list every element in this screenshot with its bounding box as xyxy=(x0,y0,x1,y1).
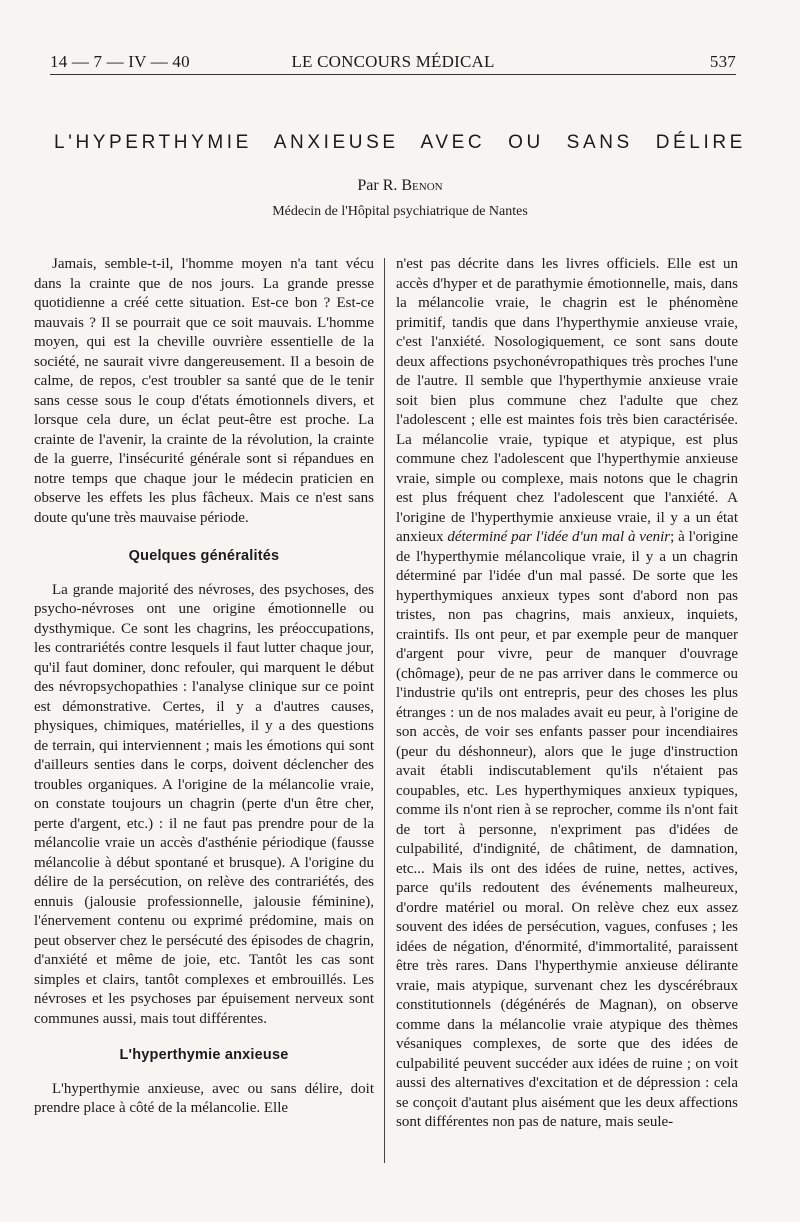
byline-prefix: Par xyxy=(357,177,379,194)
author-name: R. Benon xyxy=(382,177,443,194)
right-column xyxy=(396,255,738,1205)
issue-date: 14 — 7 — IV — 40 xyxy=(50,52,190,71)
author-affiliation: Médecin de l'Hôpital psychiatrique de Nantes xyxy=(272,204,528,219)
byline xyxy=(0,177,800,195)
running-head xyxy=(50,52,736,75)
body-paragraph: La grande majorité des névroses, des psychoses, des psycho-névroses ont une origine émotionnelle ou dysthymique. Ce sont les chagrins, les préoccupations, les contrariétés contre lesquels il faut lutter chaque jour, qu'il faut dominer, donc refouler, qui marquent le début des névropsychopathies : l'analyse clinique sur ce point est démonstrative. Certes, il y a d'autres causes, physiques, chimiques, matérielles, il y a des questions de terrain, qui interviennent ; mais les émotions qui sont d'ailleurs senties dans le corps, doivent déclencher des troubles organiques. A l'origine de la mélancolie vraie, on constate toujours un chagrin (perte d'un être cher, perte d'argent, etc.) : il ne faut pas prendre pour de la mélancolie vraie un accès d'asthénie périodique (fausse mélancolie à début spontané et brusque). A l'origine du délire de la persécution, on relève des contrariétés, des ennuis (jalousie professionnelle, jalousie féminine), l'énervement contenu ou exprimé prédomine, mais on peut observer chez le persécuté des épisodes de chagrin, d'anxiété et même de joie, etc. Tantôt les cas sont simples et clairs, tantôt complexes et embrouillés. Les névroses et les psychoses par épuisement nerveux sont communes aussi, mais tout différentes. xyxy=(34,581,374,1027)
text-run: ; à l'origine de l'hyperthymie mélancolique vraie, il y a un chagrin déterminé par l'idée d'un mal passé. De sorte que les hyperthymiques anxieux types sont d'abord non pas tristes, non pas chagrins, mais anxieux, inquiets, craintifs. Ils ont peur, et par exemple peur de manquer d'argent pour vivre, peur de manquer d'ouvrage (chômage), peur de ne pas arriver dans le commerce ou l'industrie qu'ils ont entrepris, peur des choses les plus étranges : un de nos malades avait eu peur, à l'origine de son accès, de voir ses enfants passer pour incendiaires (peur du déshonneur), alors que le juge d'instruction avait établi indiscutablement qu'ils n'étaient pas coupables, etc. Les hyperthymiques anxieux typiques, comme ils n'ont rien à se reprocher, comme ils n'ont fait de tort à personne, n'expriment pas d'idées de culpabilité, d'indignité, de châtiment, de damnation, etc... Mais ils ont des idées de ruine, nettes, actives, parce qu'ils redoutent des événements malheureux, d'ordre matériel ou moral. On relève chez eux assez souvent des idées de persécution, vagues, confuses ; les idées de négation, d'énormité, d'immortalité, paraissent être très rares. Dans l'hyperthymie anxieuse délirante vraie, mais atypique, survenant chez les dyscérébraux constitutionnels (dégénérés de Magnan), on observe comme dans la mélancolie vraie atypique des thèmes vésaniques complexes, de sorte que des idées de culpabilité peuvent succéder aux idées de ruine ; on voit aussi des alternatives d'excitation et de dépression : cela se conçoit d'autant plus aisément que les deux affections sont différentes non pas de nature, mais seule- xyxy=(396,529,739,1130)
emphasized-text: déterminé par l'idée d'un mal à venir xyxy=(447,529,671,545)
article-title: L'HYPERTHYMIE ANXIEUSE AVEC OU SANS DÉLIRE xyxy=(54,132,746,153)
left-column xyxy=(34,255,374,1205)
section-heading: Quelques généralités xyxy=(128,548,280,564)
body-paragraph xyxy=(396,255,738,1133)
page-number: 537 xyxy=(709,52,736,71)
text-run: n'est pas décrite dans les livres officiels. Elle est un accès d'hyper et de parathymie émotionnelle, mais, dans la mélancolie vraie, le chagrin est le phénomène primitif, tandis que dans l'hyperthymie anxieuse vraie, c'est l'anxiété. Nosologiquement, ce sont sans doute deux affections psychonévropathiques très proches l'une de l'autre. Il semble que l'hyperthymie anxieuse vraie soit bien plus commune chez l'adulte que chez l'adolescent ; elle est maintes fois très bien caractérisée. La mélancolie vraie, typique et atypique, est plus commune chez l'adolescent que l'hyperthymie anxieuse vraie, simple ou complexe, mais notons que le chagrin est plus fréquent chez l'adolescent que l'anxiété. A l'origine de l'hyperthymie anxieuse vraie, il y a un état anxieux xyxy=(396,256,738,545)
journal-title: LE CONCOURS MÉDICAL xyxy=(291,52,495,71)
intro-paragraph: Jamais, semble-t-il, l'homme moyen n'a tant vécu dans la crainte que de nos jours. La grande presse quotidienne a créé cette situation. Est-ce bon ? Est-ce mauvais ? Il se pourrait que ce soit mauvais. L'homme moyen, qui est la cheville ouvrière essentielle de la société, ne saurait vivre dangereusement. Il a besoin de calme, de repos, c'est troubler sa santé que de le tenir sans cesse sous le coup d'états émotionnels divers, et lorsque cela dure, un éclat peut-être est proche. La crainte de l'avenir, la crainte de la révolution, la crainte de la guerre, l'insécurité générale sont si répandues en notre temps que chaque jour le médecin praticien en observe les effets les plus fâcheux. Mais ce n'est sans doute qu'une très mauvaise période. xyxy=(34,256,374,526)
column-divider xyxy=(384,258,385,1163)
body-paragraph: L'hyperthymie anxieuse, avec ou sans délire, doit prendre place à côté de la mélancolie. Elle xyxy=(34,1080,374,1116)
section-heading: L'hyperthymie anxieuse xyxy=(119,1047,289,1063)
